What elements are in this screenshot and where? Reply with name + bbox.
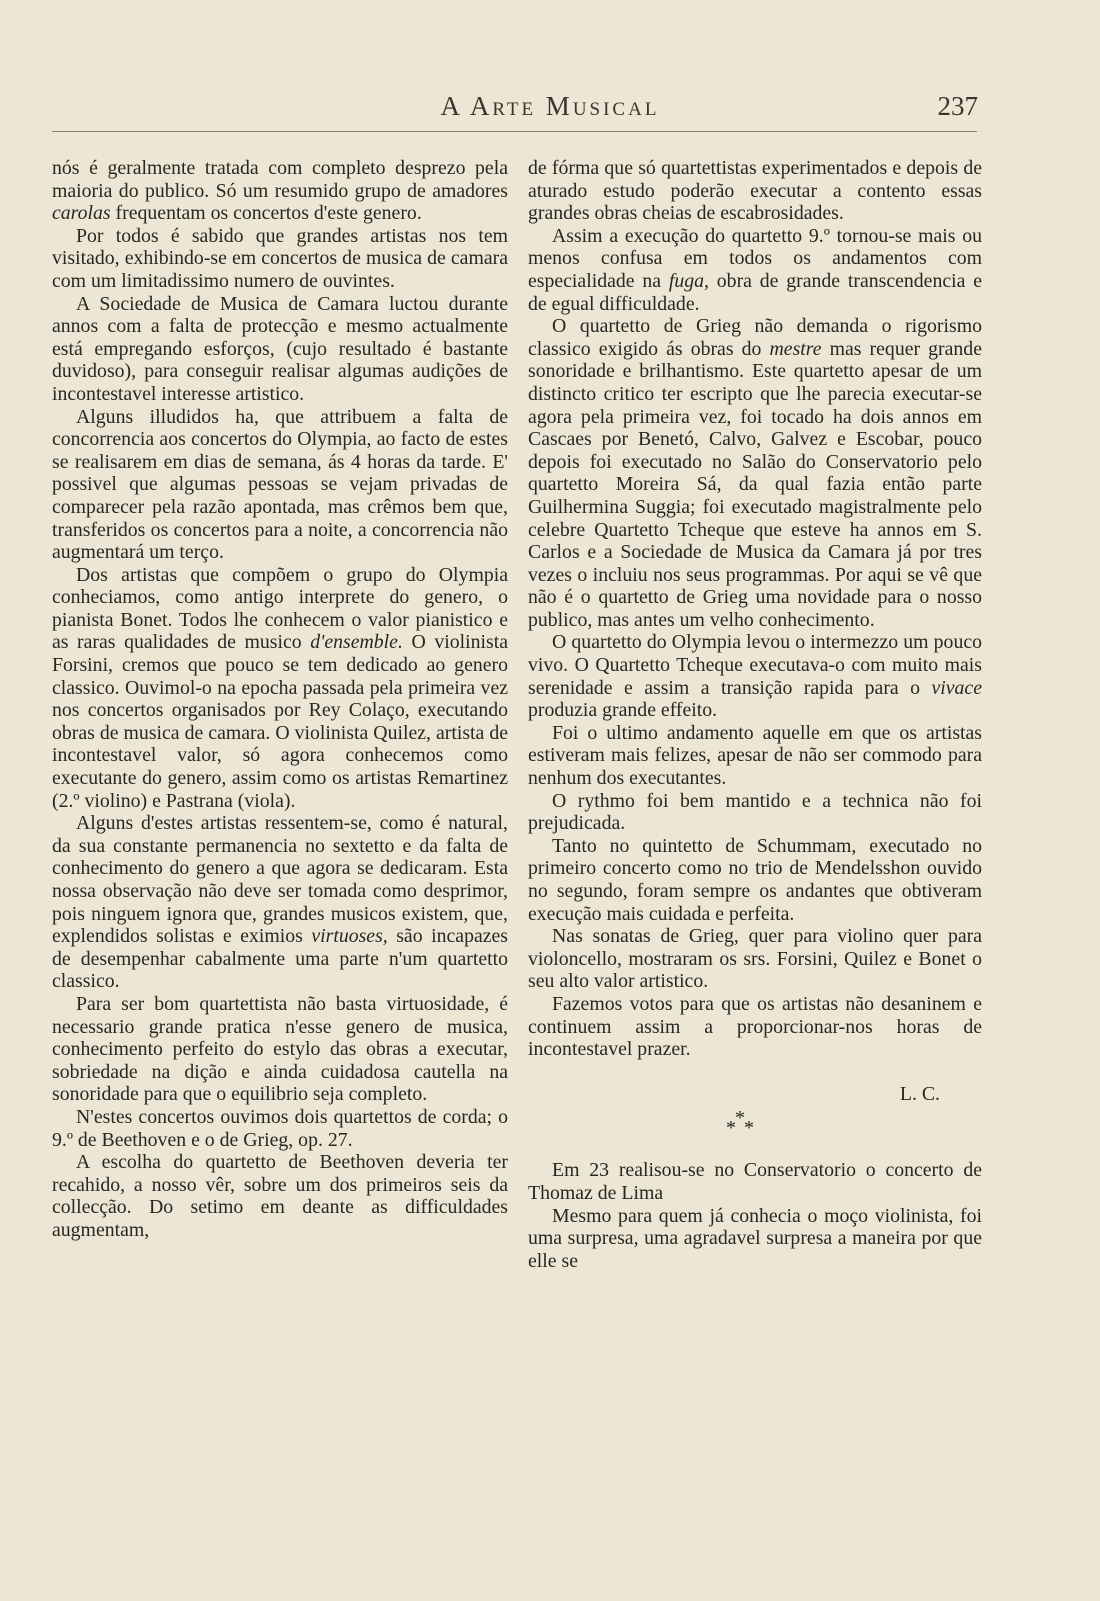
paragraph-text: O rythmo foi bem mantido e a technica não foi prejudicada.: [528, 789, 982, 835]
section-gap: [528, 1147, 982, 1159]
paragraph: [52, 1151, 508, 1241]
paragraph: [52, 293, 508, 406]
paragraph: [52, 406, 508, 564]
paragraph: [528, 157, 982, 225]
paragraph-text: Alguns d'estes artistas ressentem-se, como é natural, da sua constante permanencia no sextetto e da falta de conhecimento do genero a que agora se dedicaram. Esta nossa observação não deve ser tomada como desprimor, pois ninguem ignora que, grandes musicos existem, que, explendidos solistas e eximios: [52, 812, 508, 948]
paragraph-text: O quartetto de Grieg não demanda o rigorismo classico exigido ás obras do: [528, 315, 982, 360]
paragraph-text: N'estes concertos ouvimos dois quartettos de corda; o 9.º de Beethoven e o de Grieg, op. 27.: [52, 1105, 508, 1151]
paragraph-text: A Sociedade de Musica de Camara luctou durante annos com a falta de protecção e mesmo actualmente está empregando esforços, (cujo resultado é bastante duvidoso), para conseguir realisar algumas audições de incontestavel interesse artistico.: [52, 292, 508, 405]
paragraph-text: O quartetto do Olympia levou o intermezzo um pouco vivo. O Quartetto Tcheque executava-o com muito mais serenidade e assim a transição rapida para o: [528, 631, 982, 699]
italic-term: d'ensemble.: [310, 631, 403, 654]
paragraph-text: Foi o ultimo andamento aquelle em que os artistas estiveram mais felizes, apesar de não ser commodo para nenhum dos executantes.: [528, 721, 982, 790]
page-number: 237: [937, 91, 978, 121]
paragraph-text: Mesmo para quem já conhecia o moço violinista, foi uma surpresa, uma agradavel surpresa a maneira por que elle se: [528, 1204, 982, 1272]
header-rule: [52, 131, 977, 132]
paragraph-text: Dos artistas que compõem o grupo do Olympia conheciamos, como antigo interprete do genero, o pianista Bonet. Todos lhe conhecem o valor pianistico e as raras qualidades de musico: [52, 563, 508, 654]
paragraph: [528, 925, 982, 993]
paragraph: [528, 225, 982, 315]
paragraph-text: de fórma que só quartettistas experimentados e depois de aturado estudo poderão executar a contento essas grandes obras cheias de escabrosidades.: [528, 157, 982, 225]
paragraph: [528, 1159, 982, 1204]
paragraph: [52, 564, 508, 813]
paragraph: [528, 790, 982, 835]
paragraph: [528, 315, 982, 631]
right-column: [528, 157, 982, 1272]
paragraph-text: mas requer grande sonoridade e brilhantismo. Este quartetto apesar de um distincto critico ter escripto que lhe parecia executar-se agora pela primeira vez, foi tocado ha dois annos em Cascaes por Benetó, Calvo, Galvez e Escobar, pouco depois foi executado no Salão do Conservatorio pelo quartetto Moreira Sá, da qual fazia então parte Guilhermina Suggia; foi executado magistralmente pelo celebre Quartetto Tcheque que esteve ha annos em S. Carlos e a Sociedade de Musica da Camara já por tres vezes o incluiu nos seus programmas. Por aqui se vê que não é o quartetto de Grieg uma novidade para o nosso publico, mas antes um velho conhecimento.: [528, 337, 982, 631]
italic-term: mestre: [769, 337, 822, 360]
paragraph: [52, 812, 508, 993]
paragraph: [528, 993, 982, 1061]
paragraph: [528, 835, 982, 925]
paragraph: [528, 1205, 982, 1273]
asterism-star-left: *: [726, 1117, 736, 1140]
asterism-separator: [528, 1107, 982, 1147]
paragraph-text: produzia grande effeito.: [528, 699, 718, 722]
paragraph-text: obra de grande transcendencia e de egual difficuldade.: [528, 269, 982, 315]
paragraph: [528, 631, 982, 721]
paragraph-text: Assim a execução do quartetto 9.º tornou-se mais ou menos confusa em todos os andamentos com especialidade na: [528, 224, 982, 292]
italic-term: carolas: [52, 202, 111, 225]
paragraph: [528, 722, 982, 790]
paragraph-text: Nas sonatas de Grieg, quer para violino quer para violoncello, mostraram os srs. Forsini, Quilez e Bonet o seu alto valor artistico.: [528, 925, 982, 993]
paragraph-text: Por todos é sabido que grandes artistas nos tem visitado, exhibindo-se em concertos de musica de camara com um limitadissimo numero de ouvintes.: [52, 224, 508, 292]
paragraph: [52, 157, 508, 225]
running-header-title: A Arte Musical: [440, 91, 660, 121]
author-signature: L. C.: [899, 1082, 940, 1105]
right-column-next-article: [528, 1159, 982, 1272]
right-column-article: [528, 157, 982, 1061]
italic-term: virtuoses,: [311, 925, 388, 948]
paragraph-text: são incapazes de desempenhar cabalmente uma parte n'um quartetto classico.: [52, 925, 508, 993]
paragraph-text: Fazemos votos para que os artistas não desaninem e continuem assim a proporcionar-nos horas de incontestavel prazer.: [528, 992, 982, 1061]
paragraph-text: Em 23 realisou-se no Conservatorio o concerto de Thomaz de Lima: [528, 1159, 982, 1204]
paragraph-text: frequentam os concertos d'este genero.: [110, 202, 422, 225]
left-column: [52, 157, 508, 1242]
paragraph: [52, 993, 508, 1106]
paragraph: [52, 1106, 508, 1151]
paragraph-text: Alguns illudidos ha, que attribuem a falta de concorrencia aos concertos do Olympia, ao facto de estes se realisarem em dias de semana, ás 4 horas da tarde. E' possivel que algumas pessoas se vejam privadas de comparecer pela razão apontada, mas crêmos bem que, transferidos os concertos para a noite, a concorrencia não augmentará um terço.: [52, 405, 508, 564]
paragraph: [52, 225, 508, 293]
asterism-star-top: *: [735, 1107, 745, 1130]
italic-term: vivace: [931, 676, 982, 699]
paragraph-text: Para ser bom quartettista não basta virtuosidade, é necessario grande pratica n'esse genero de musica, conhecimento perfeito do estylo das obras a executar, sobriedade na dição e ainda cuidadosa cautella na sonoridade para que o equilibrio seja completo.: [52, 992, 508, 1106]
paragraph-text: A escolha do quartetto de Beethoven deveria ter recahido, a nosso vêr, sobre um dos primeiros seis da collecção. Do setimo em deante as difficuldades augmentam,: [52, 1151, 508, 1241]
asterism-star-right: *: [744, 1117, 754, 1140]
italic-term: fuga,: [668, 269, 709, 292]
paragraph-text: O violinista Forsini, cremos que pouco se tem dedicado ao genero classico. Ouvimol-o na epocha passada pela primeira vez nos concertos organisados por Rey Colaço, executando obras de musica de camara. O violinista Quilez, artista de incontestavel valor, só agora conhecemos como executante do genero, assim como os artistas Remartinez (2.º violino) e Pastrana (viola).: [52, 631, 508, 812]
paragraph-text: nós é geralmente tratada com completo desprezo pela maioria do publico. Só um resumido grupo de amadores: [52, 157, 508, 202]
paragraph-text: Tanto no quintetto de Schummam, executado no primeiro concerto como no trio de Mendelsshon ouvido no segundo, foram sempre os andantes que obtiveram execução mais cuidada e perfeita.: [528, 834, 982, 925]
